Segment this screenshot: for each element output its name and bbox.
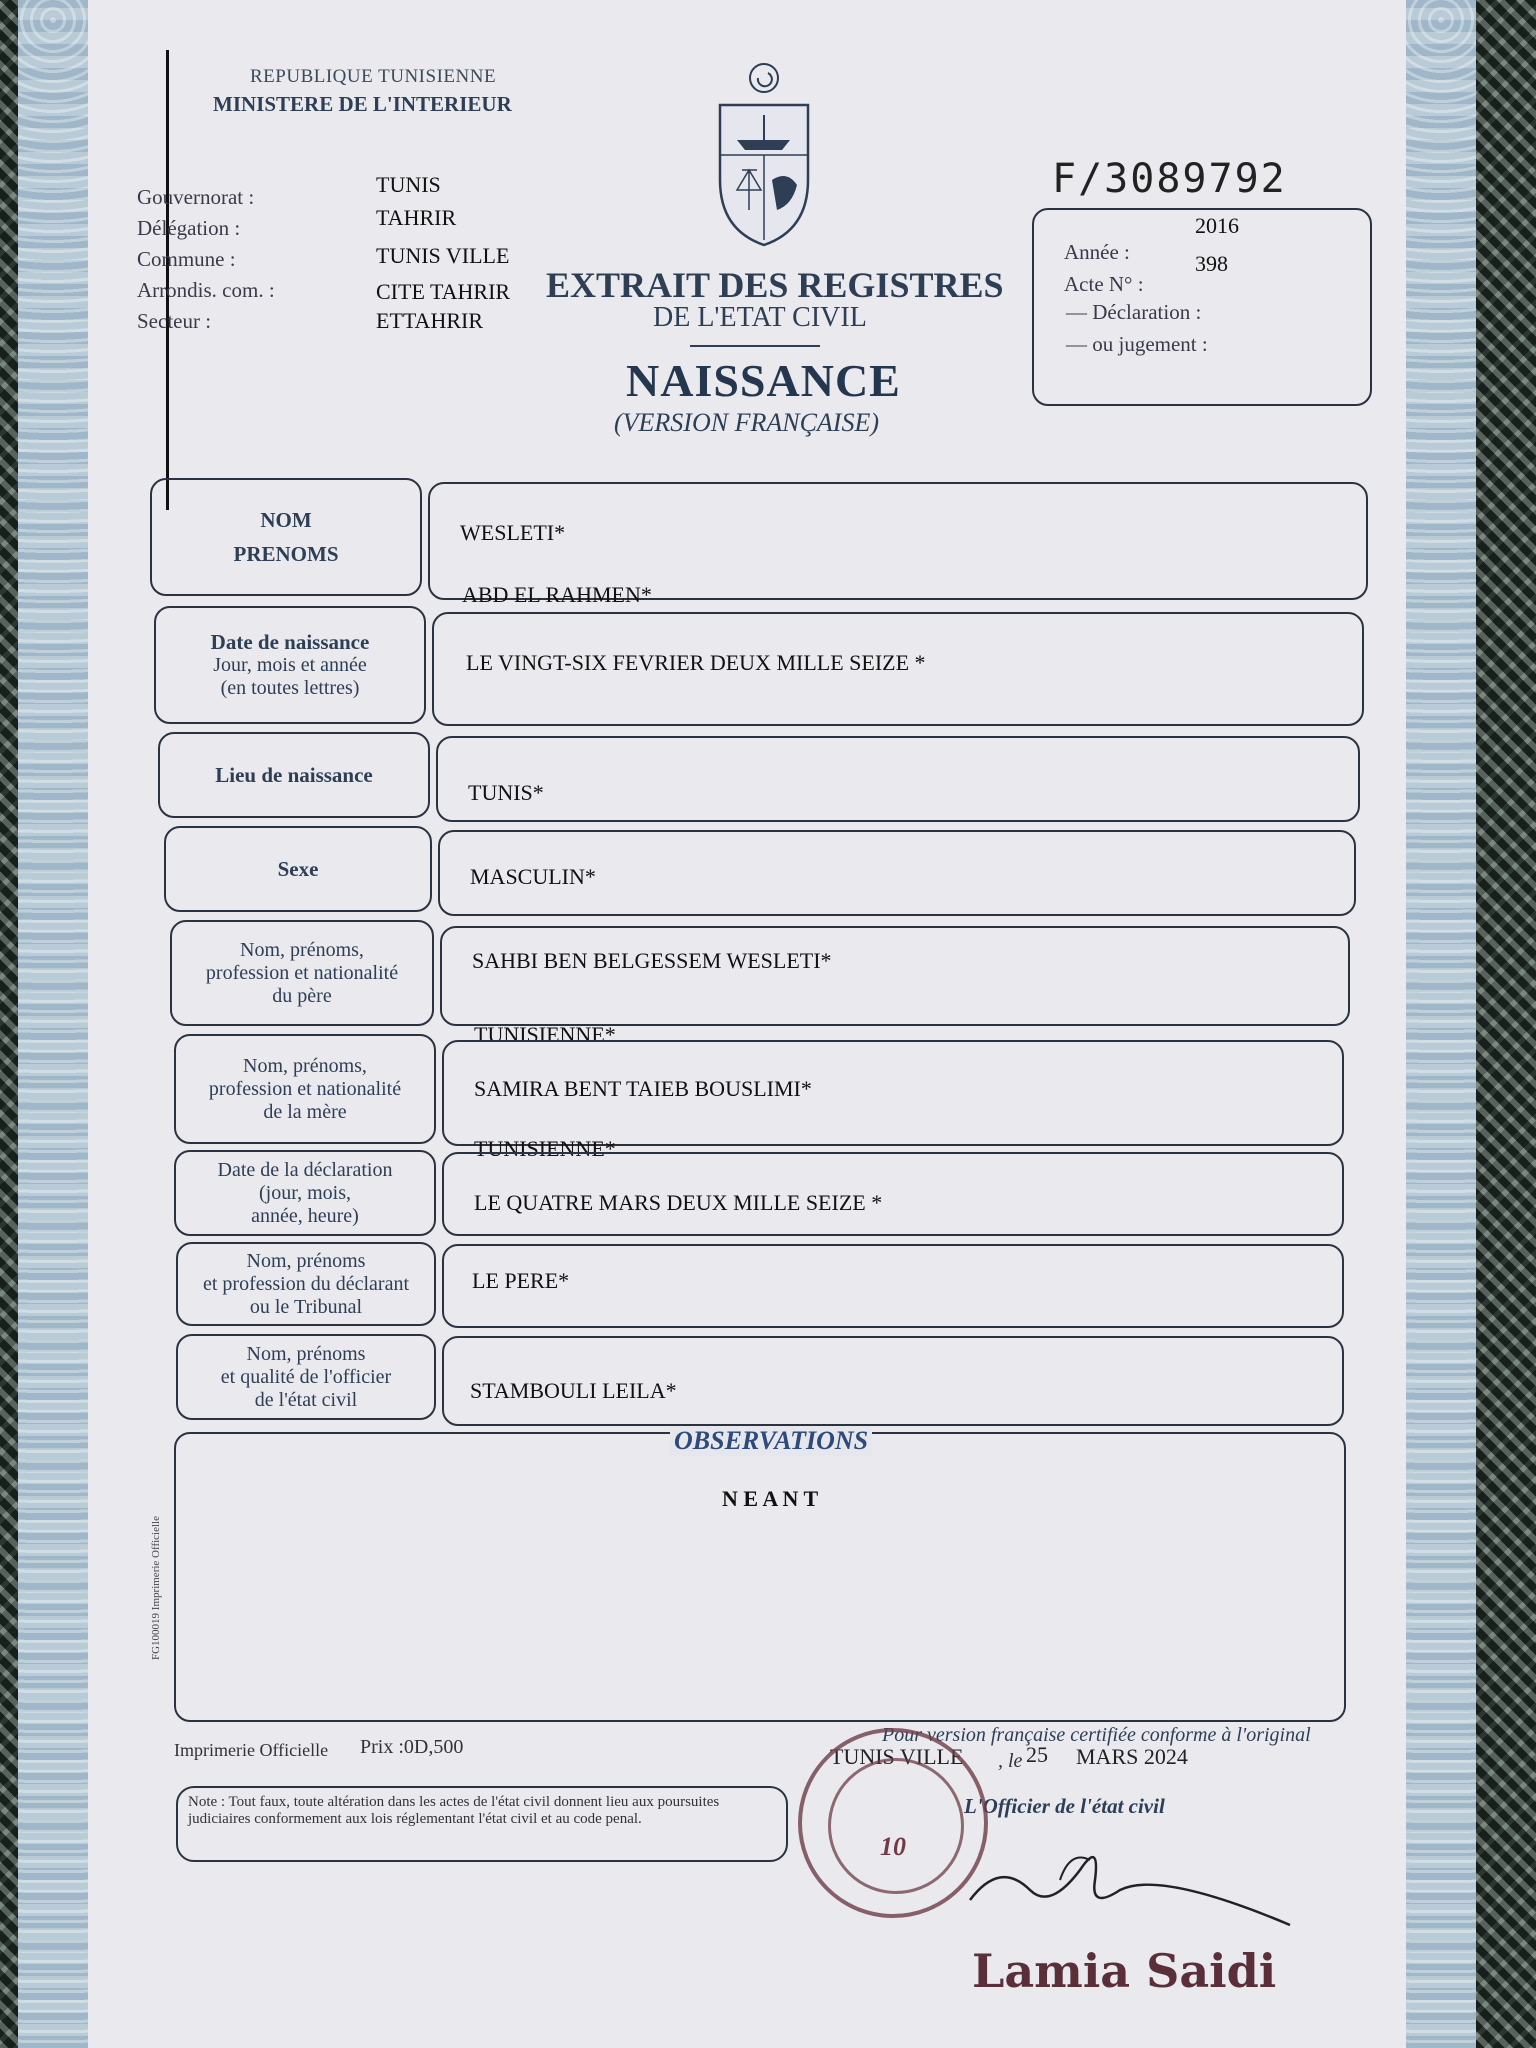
delegation-value: TAHRIR	[376, 205, 457, 230]
lieu-label: Lieu de naissance	[215, 762, 373, 787]
commune-value: TUNIS VILLE	[376, 243, 510, 268]
ministry-label: MINISTERE DE L'INTERIEUR	[213, 92, 512, 116]
prenom-value: ABD EL RAHMEN*	[462, 582, 652, 607]
serial-number: F/3089792	[1052, 156, 1287, 202]
arrondissement-value: CITE TAHRIR	[376, 279, 511, 304]
nom-value: WESLETI*	[460, 520, 566, 545]
pere-value-box	[440, 926, 1350, 1026]
declaration-label-1: Date de la déclaration	[217, 1158, 393, 1181]
declaration-label-3: année, heure)	[251, 1204, 359, 1227]
jugement-label: — ou jugement :	[1066, 332, 1208, 356]
title-extrait: EXTRAIT DES REGISTRES	[546, 265, 1004, 305]
imprimerie-label: Imprimerie Officielle	[174, 1740, 329, 1760]
observations-title: OBSERVATIONS	[670, 1426, 872, 1456]
note-box	[176, 1786, 788, 1862]
declarant-value: LE PERE*	[472, 1268, 570, 1293]
declaration-label-2: (jour, mois,	[259, 1181, 351, 1204]
mere-label-3: de la mère	[263, 1100, 347, 1123]
republic-label: REPUBLIQUE TUNISIENNE	[250, 66, 497, 87]
mere-label-2: profession et nationalité	[208, 1077, 402, 1100]
certifiee-text: Pour version française certifiée conforme à l'original	[882, 1724, 1311, 1746]
officier-label-box	[176, 1334, 436, 1420]
pere-label-1: Nom, prénoms,	[240, 938, 364, 961]
declarant-label-1: Nom, prénoms	[246, 1249, 366, 1272]
observations-box	[174, 1432, 1346, 1722]
lieu-value-box	[436, 736, 1360, 822]
lieu-label-box	[158, 732, 430, 818]
pere-label-3: du père	[272, 984, 332, 1007]
nom-label-box	[150, 478, 422, 596]
acte-label: Acte N° :	[1064, 272, 1144, 296]
prenoms-label: PRENOMS	[233, 542, 339, 566]
secteur-label: Secteur :	[137, 309, 212, 333]
declarant-label-box	[176, 1242, 436, 1326]
pere-label-2: profession et nationalité	[205, 961, 399, 984]
acte-value: 398	[1195, 251, 1228, 276]
commune-label: Commune :	[137, 247, 236, 271]
declarant-value-box	[442, 1244, 1344, 1328]
officier-label-2: et qualité de l'officier	[220, 1365, 392, 1388]
date-jour: 25	[1026, 1742, 1048, 1767]
date-label-sub2: (en toutes lettres)	[220, 677, 360, 700]
gouvernorat-value: TUNIS	[376, 172, 441, 197]
officier-footer-label: L'Officier de l'état civil	[964, 1794, 1165, 1818]
arrondissement-label: Arrondis. com. :	[137, 278, 275, 302]
mere-label-box	[174, 1034, 436, 1144]
title-etat-civil: DE L'ETAT CIVIL	[653, 302, 867, 333]
date-label-sub: Jour, mois et année	[213, 654, 367, 677]
officier-label-1: Nom, prénoms	[246, 1342, 366, 1365]
secteur-value: ETTAHRIR	[376, 308, 484, 333]
sexe-value: MASCULIN*	[470, 864, 596, 889]
mere-value: SAMIRA BENT TAIEB BOUSLIMI*	[474, 1076, 812, 1101]
date-mois-annee: MARS 2024	[1076, 1744, 1188, 1769]
officier-label-3: de l'état civil	[254, 1388, 358, 1411]
officier-value: STAMBOULI LEILA*	[470, 1378, 677, 1403]
date-label-title: Date de naissance	[210, 629, 370, 654]
declarant-label-3: ou le Tribunal	[249, 1295, 363, 1318]
coat-of-arms-icon	[712, 60, 812, 255]
declarant-label-2: et profession du déclarant	[202, 1272, 410, 1295]
declaration-label-box	[174, 1150, 436, 1236]
pere-label-box	[170, 920, 434, 1026]
signature-icon	[960, 1820, 1300, 1945]
sexe-label: Sexe	[277, 856, 319, 881]
mere-label-1: Nom, prénoms,	[243, 1054, 367, 1077]
gouvernorat-label: Gouvernorat :	[137, 185, 255, 209]
title-underline	[690, 345, 820, 347]
mere-nationalite: TUNISIENNE*	[474, 1136, 616, 1161]
annee-value: 2016	[1195, 213, 1239, 238]
prix-label: Prix :0D,500	[360, 1736, 464, 1758]
sexe-label-box	[164, 826, 432, 912]
signature-name: Lamia Saidi	[972, 1944, 1277, 1998]
le-label: , le	[998, 1750, 1023, 1772]
declaration-value: LE QUATRE MARS DEUX MILLE SEIZE *	[474, 1190, 883, 1215]
right-border-pattern	[1406, 0, 1476, 2048]
date-label-box	[154, 606, 426, 724]
declaration-label: — Déclaration :	[1066, 300, 1202, 324]
lieu-footer: TUNIS VILLE	[830, 1744, 964, 1769]
stamp-number: 10	[880, 1832, 906, 1861]
pere-nationalite: TUNISIENNE*	[474, 1022, 616, 1047]
title-version: (VERSION FRANÇAISE)	[614, 408, 879, 437]
date-naissance-value: LE VINGT-SIX FEVRIER DEUX MILLE SEIZE *	[466, 650, 926, 675]
pere-value: SAHBI BEN BELGESSEM WESLETI*	[472, 948, 832, 973]
annee-label: Année :	[1064, 240, 1130, 264]
side-print: FG100019 Imprimerie Officielle	[150, 1516, 162, 1660]
title-naissance: NAISSANCE	[626, 355, 901, 406]
delegation-label: Délégation :	[137, 216, 241, 240]
lieu-value: TUNIS*	[468, 780, 544, 805]
left-border-pattern	[18, 0, 88, 2048]
nom-label: NOM	[260, 507, 312, 532]
observations-value: N E A N T	[722, 1486, 819, 1511]
note-text: Note : Tout faux, toute altération dans les actes de l'état civil donnent lieu aux poursuites judiciaires conformement aux lois réglementant l'état civil et au code penal.	[188, 1794, 720, 1827]
